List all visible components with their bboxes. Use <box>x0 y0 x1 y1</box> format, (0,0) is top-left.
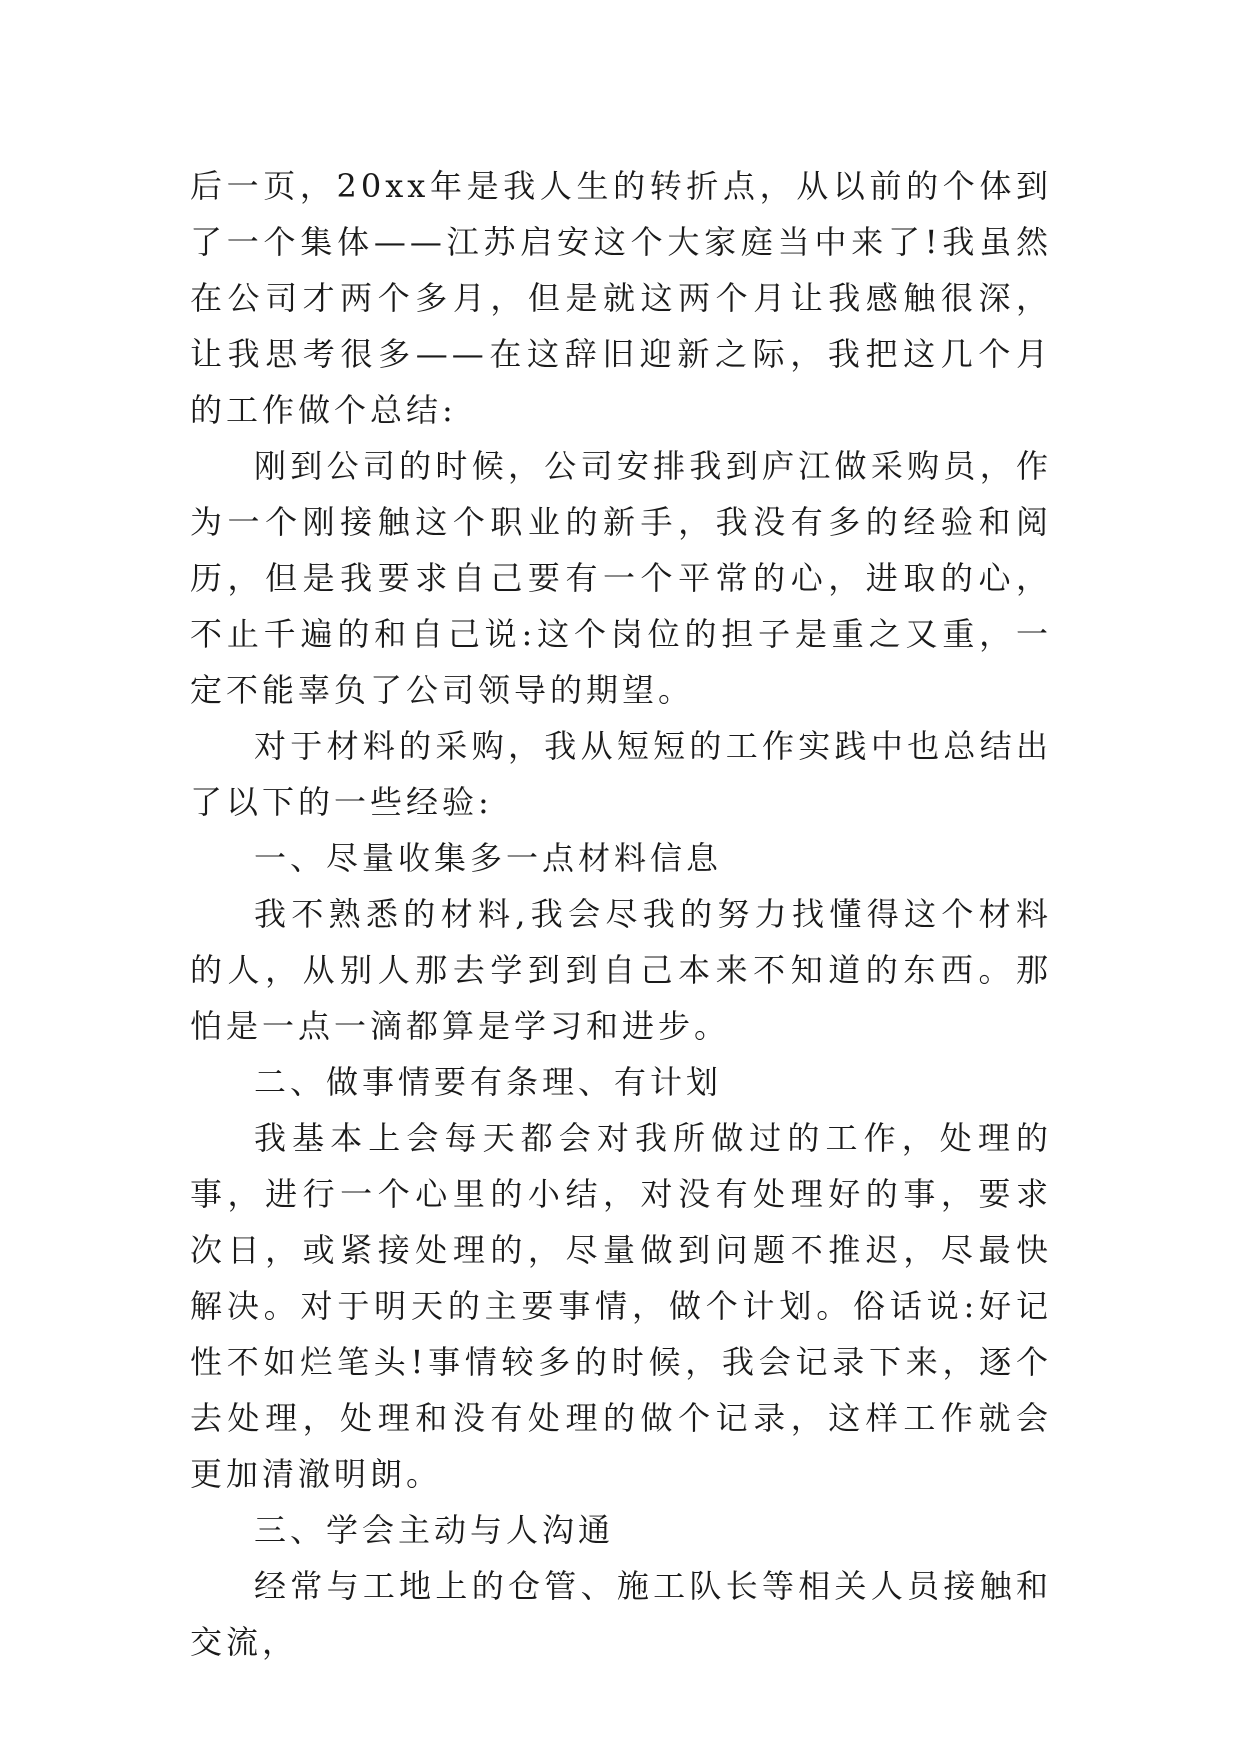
paragraph-section-3: 经常与工地上的仓管、施工队长等相关人员接触和交流， <box>190 1567 1052 1661</box>
section-heading-3: 三、学会主动与人沟通 <box>254 1511 615 1549</box>
paragraph-section-2: 我基本上会每天都会对我所做过的工作，处理的事，进行一个心里的小结，对没有处理好的事，要求次日，或紧接处理的，尽量做到问题不推迟，尽最快解决。对于明天的主要事情，做个计划。俗话说:好记性不如烂笔头!事情较多的时候，我会记录下来，逐个去处理，处理和没有处理的做个记录，这样工作就会更加清澈明朗。 <box>190 1119 1052 1493</box>
section-heading-1: 一、尽量收集多一点材料信息 <box>254 839 723 877</box>
paragraph-purchasing-role: 刚到公司的时候，公司安排我到庐江做采购员，作为一个刚接触这个职业的新手，我没有多的经验和阅历，但是我要求自己要有一个平常的心，进取的心，不止千遍的和自己说:这个岗位的担子是重之又重，一定不能辜负了公司领导的期望。 <box>190 447 1052 709</box>
section-heading-2: 二、做事情要有条理、有计划 <box>254 1063 723 1101</box>
paragraph-intro: 后一页，20xx年是我人生的转折点，从以前的个体到了一个集体——江苏启安这个大家庭当中来了!我虽然在公司才两个多月，但是就这两个月让我感触很深，让我思考很多——在这辞旧迎新之际，我把这几个月的工作做个总结: <box>190 167 1052 429</box>
paragraph-experience-intro: 对于材料的采购，我从短短的工作实践中也总结出了以下的一些经验: <box>190 727 1052 821</box>
paragraph-section-1: 我不熟悉的材料,我会尽我的努力找懂得这个材料的人，从别人那去学到到自己本来不知道的东西。那怕是一点一滴都算是学习和进步。 <box>190 895 1052 1045</box>
document-body <box>190 158 1052 1670</box>
